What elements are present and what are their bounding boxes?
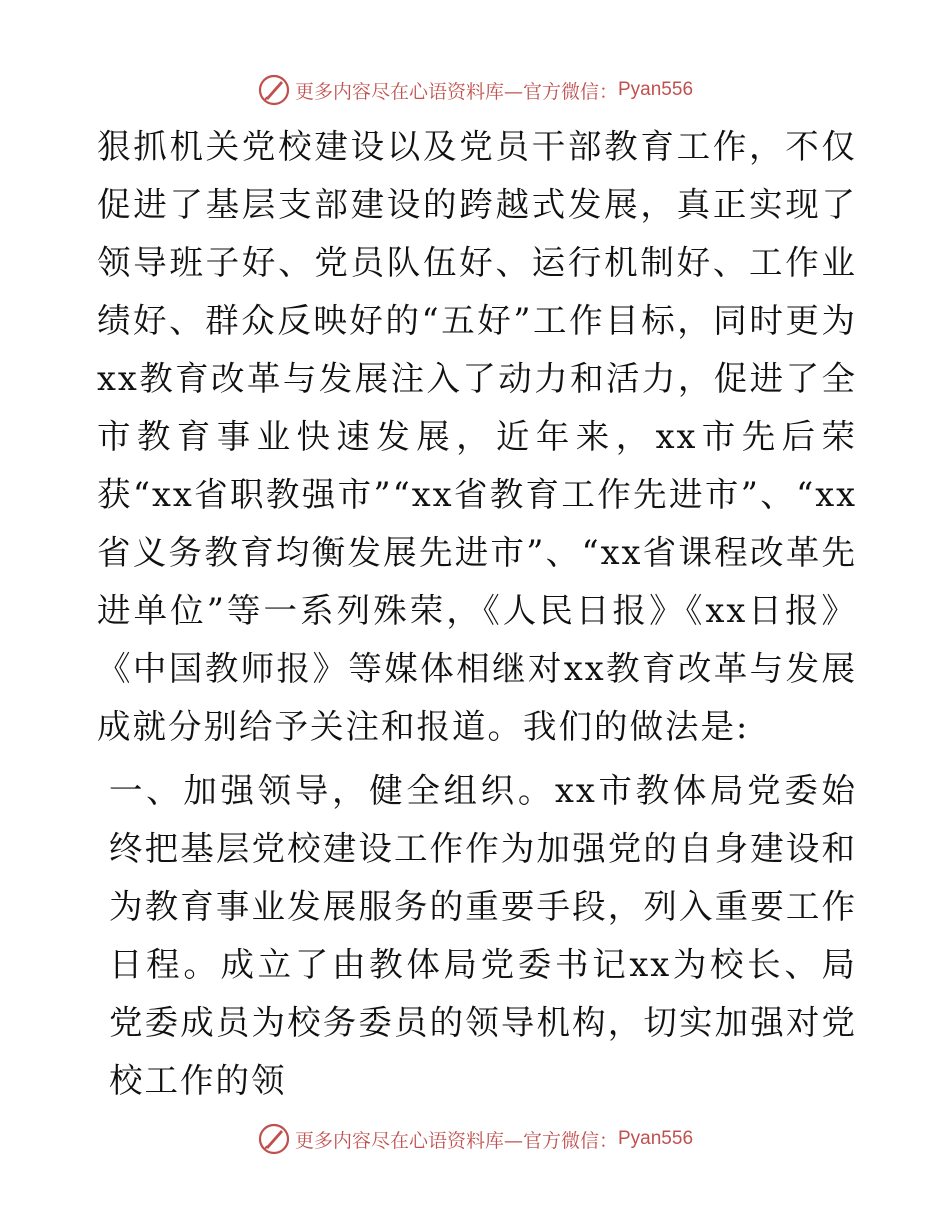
- feather-pen-logo-icon: [257, 1122, 291, 1156]
- body-paragraph-1: 狠抓机关党校建设以及党员干部教育工作，不仅促进了基层支部建设的跨越式发展，真正实现了领导班子好、党员队伍好、运行机制好、工作业绩好、群众反映好的“五好”工作目标，同时更为xx教育改革与发展注入了动力和活力，促进了全市教育事业快速发展，近年来，xx市先后荣获“xx省职教强市”“xx省教育工作先进市”、“xx省义务教育均衡发展先进市”、“xx省课程改革先进单位”等一系列殊荣，《人民日报》《xx日报》《中国教师报》等媒体相继对xx教育改革与发展成就分别给予关注和报道。我们的做法是:: [97, 127, 857, 746]
- page-footer-banner: [0, 1119, 950, 1159]
- footer-cn-text: 更多内容尽在心语资料库—官方微信：: [294, 1129, 618, 1152]
- feather-pen-logo-icon: [257, 73, 291, 107]
- document-body: [97, 118, 857, 1110]
- footer-wechat-id: Pyan556: [618, 1128, 694, 1149]
- body-paragraph-2: 一、加强领导，健全组织。xx市教体局党委始终把基层党校建设工作作为加强党的自身建设和为教育事业发展服务的重要手段，列入重要工作日程。成立了由教体局党委书记xx为校长、局党委成员为校务委员的领导机构，切实加强对党校工作的领: [109, 771, 857, 1100]
- header-cn-text: 更多内容尽在心语资料库—官方微信：: [294, 80, 618, 103]
- header-wechat-id: Pyan556: [618, 79, 694, 100]
- page-header-banner: [0, 70, 950, 110]
